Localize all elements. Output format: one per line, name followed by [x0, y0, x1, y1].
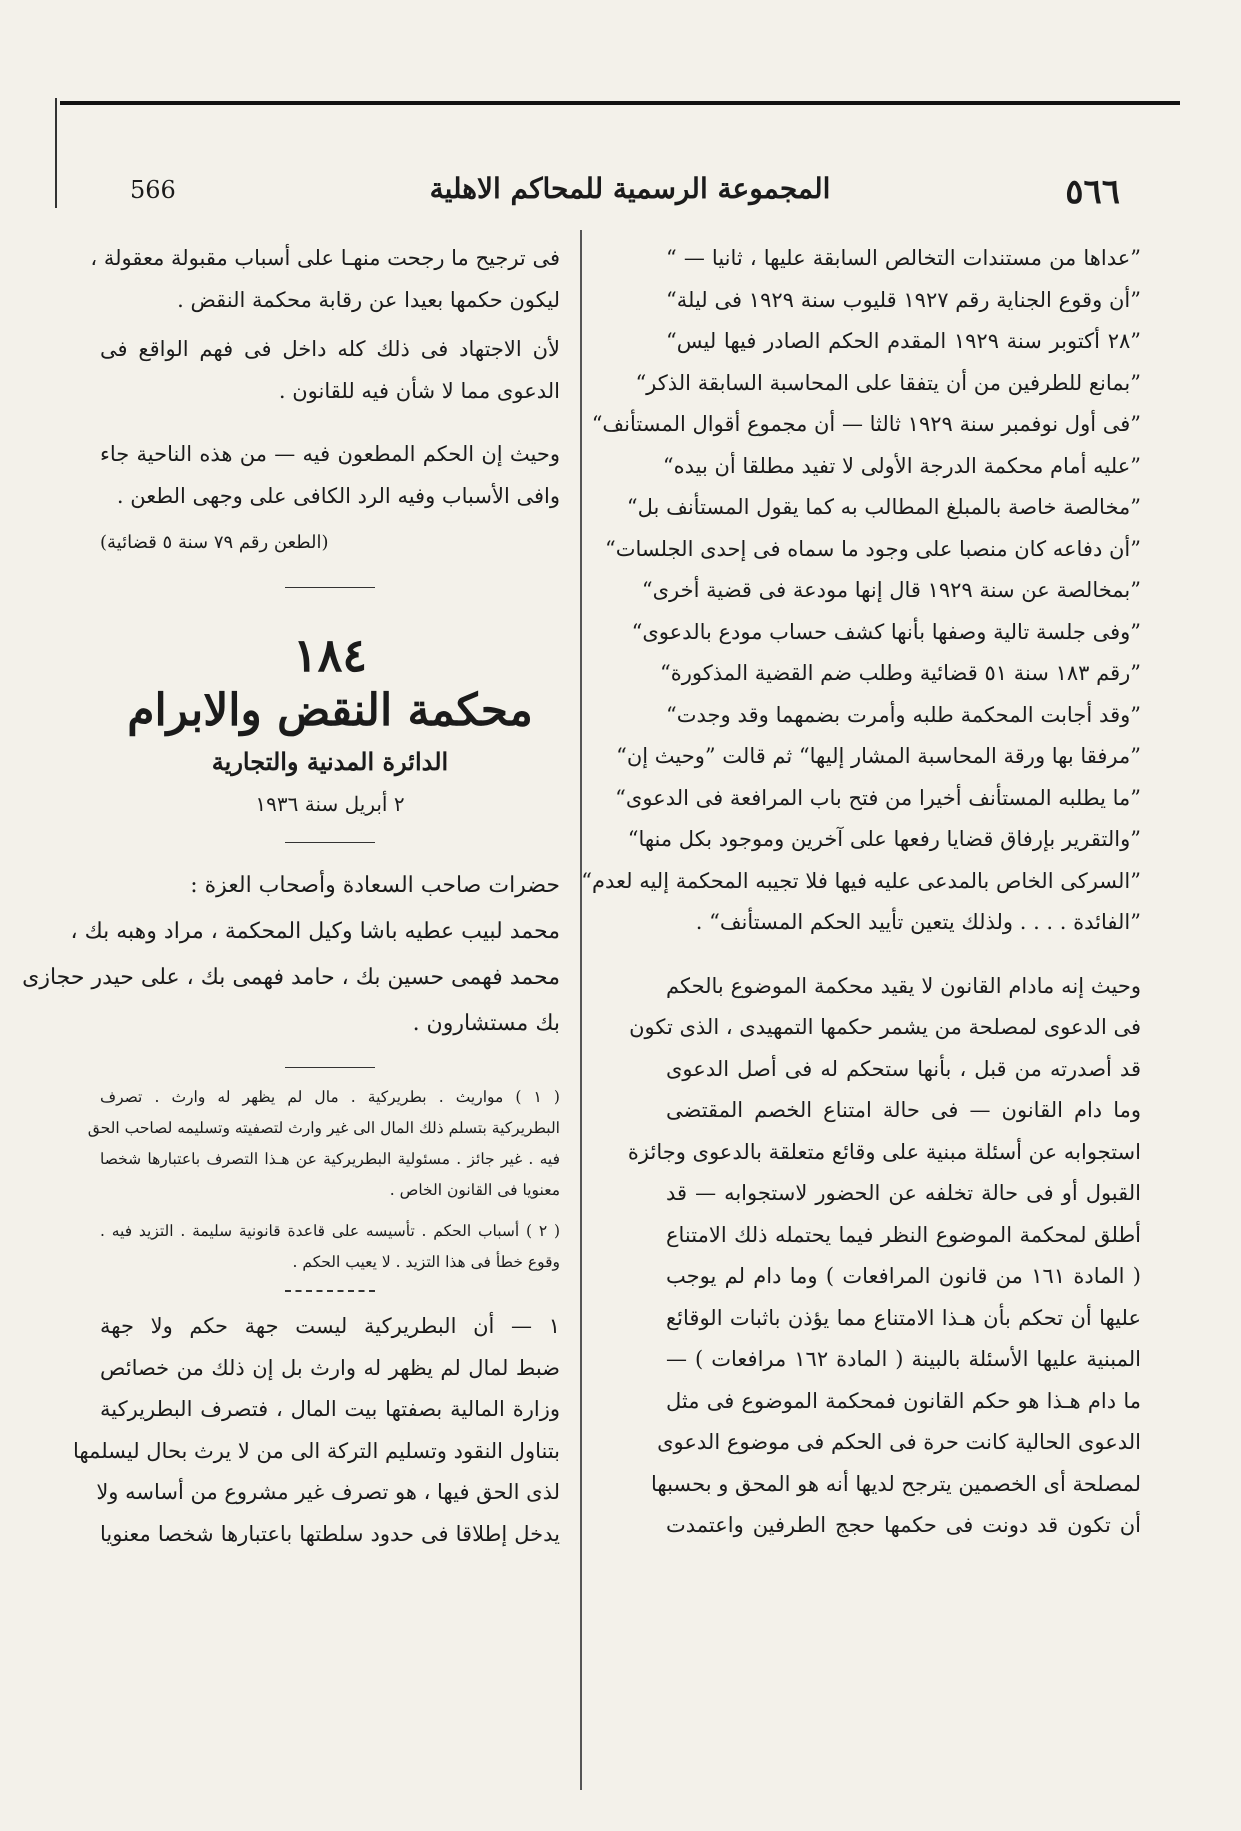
notes-end-rule: [285, 1290, 375, 1292]
text-line: وقوع خطأ فى هذا التزيد . لا يعيب الحكم .: [292, 1253, 560, 1271]
reasoning-paragraph: [627, 966, 1142, 1547]
appeal-reference: (الطعن رقم ٧٩ سنة ٥ قضائية): [100, 532, 329, 553]
left-column: [22, 238, 560, 1555]
text-line: ”الفائدة . . . . ولذلك يتعين تأييد الحكم المستأنف“ .: [695, 910, 1141, 934]
text-line: وما دام القانون — فى حالة امتناع الخصم المقتضى: [666, 1098, 1141, 1122]
text-line: ( ١ ) مواريث . بطريركية . مال لم يظهر له وارث . تصرف: [100, 1088, 560, 1106]
text-line: معنويا فى القانون الخاص .: [389, 1181, 560, 1199]
text-line: ”والتقرير بإرفاق قضايا رفعها على آخرين وموجود بكل منها“: [627, 827, 1141, 851]
principle-paragraph: [72, 1306, 560, 1555]
judgment-date: ٢ أبريل سنة ١٩٣٦: [255, 792, 405, 816]
text-line: ”عداها من مستندات التخالص السابقة عليها ، ثانيا — “: [666, 246, 1141, 270]
text-line: أطلق لمحكمة الموضوع النظر فيما يحتمله ذلك الامتناع: [666, 1222, 1141, 1247]
text-line: ( المادة ١٦١ من قانون المرافعات ) وما دام لم يوجب: [666, 1264, 1141, 1288]
text-line: وافى الأسباب وفيه الرد الكافى على وجهى الطعن .: [116, 483, 560, 508]
paragraph-gap: [666, 944, 1141, 966]
text-line: ”مرفقا بها ورقة المحاسبة المشار إليها“ ثم قالت ”وحيث إن“: [616, 744, 1141, 768]
margin-rule: [55, 98, 57, 208]
section-rule: [285, 842, 375, 843]
notes-rule: [285, 1067, 375, 1068]
text-line: عليها أن تحكم بأن هـذا الامتناع مما يؤذن باثبات الوقائع: [666, 1305, 1141, 1330]
case-number: ١٨٤: [292, 628, 368, 682]
intro-paragraph: [90, 238, 560, 321]
paragraph-2: [100, 329, 560, 412]
section-rule: [285, 587, 375, 588]
text-line: أن تكون قد دونت فى حكمها حجج الطرفين واعتمدت: [666, 1513, 1141, 1537]
text-line: ”عليه أمام محكمة الدرجة الأولى لا تفيد مطلقا أن بيده“: [662, 453, 1141, 478]
top-rule: [60, 101, 1180, 105]
text-line: ( ٢ ) أسباب الحكم . تأسيسه على قاعدة قانونية سليمة . التزيد فيه .: [100, 1222, 560, 1240]
headnote-1: [87, 1082, 560, 1206]
text-line: يدخل إطلاقا فى حدود سلطتها باعتبارها شخصا معنويا: [100, 1521, 560, 1546]
quoted-judgment: [581, 238, 1141, 944]
text-line: ”السركى الخاص بالمدعى عليه فيها فلا تجيبه المحكمة إليه لعدم“: [581, 868, 1141, 893]
text-line: ”مخالصة خاصة بالمبلغ المطالب به كما يقول المستأنف بل“: [626, 495, 1141, 519]
text-line: قد أصدرته من قبل ، بأنها ستحكم له فى أصل الدعوى: [666, 1056, 1141, 1081]
text-line: ”رقم ١٨٣ سنة ٥١ قضائية وطلب ضم القضية المذكورة“: [659, 661, 1141, 685]
text-line: فى ترجيح ما رجحت منهـا على أسباب مقبولة معقولة ،: [90, 246, 560, 270]
text-line: فيه . غير جائز . مسئولية البطريركية عن هـذا التصرف باعتبارها شخصا: [100, 1150, 560, 1168]
bench-members: [22, 909, 560, 1047]
text-line: الدعوى مما لا شأن فيه للقانون .: [278, 378, 560, 403]
page-number-arabic: ٥٦٦: [1065, 172, 1120, 212]
right-column: [581, 238, 1142, 1547]
journal-title: المجموعة الرسمية للمحاكم الاهلية: [429, 172, 831, 205]
text-line: وحيث إنه مادام القانون لا يقيد محكمة الموضوع بالحكم: [666, 973, 1141, 998]
text-line: محمد لبيب عطيه باشا وكيل المحكمة ، مراد وهبه بك ،: [70, 919, 560, 944]
court-name: محكمة النقض والابرام: [127, 685, 533, 736]
text-line: القبول أو فى حالة تخلفه عن الحضور لاستجوابه — قد: [666, 1181, 1142, 1205]
text-line: الدعوى الحالية كانت حرة فى الحكم فى موضوع الدعوى: [657, 1430, 1141, 1454]
text-line: ”٢٨ أكتوبر سنة ١٩٢٩ المقدم الحكم الصادر فيها ليس“: [666, 329, 1141, 353]
text-line: ”بمانع للطرفين من أن يتفقا على المحاسبة السابقة الذكر“: [635, 370, 1141, 395]
text-line: محمد فهمى حسين بك ، حامد فهمى بك ، على حيدر حجازى: [22, 965, 560, 990]
text-line: لذى الحق فيها ، هو تصرف غير مشروع من أساسه ولا: [96, 1480, 560, 1504]
paragraph-gap: [100, 412, 560, 434]
text-line: ”وقد أجابت المحكمة طلبه وأمرت بضمهما وقد وجدت“: [666, 702, 1141, 727]
text-line: ”بمخالصة عن سنة ١٩٢٩ قال إنها مودعة فى قضية أخرى“: [641, 578, 1141, 602]
text-line: ”فى أول نوفمبر سنة ١٩٢٩ ثالثا — أن مجموع أقوال المستأنف“: [591, 412, 1141, 436]
court-division: الدائرة المدنية والتجارية: [211, 747, 449, 776]
text-line: لمصلحة أى الخصمين يترجح لديها أنه هو المحق و بحسبها: [651, 1471, 1141, 1496]
text-line: فى الدعوى لمصلحة من يشمر حكمها التمهيدى ، الذى تكون: [629, 1015, 1141, 1039]
text-line: المبنية عليها الأسئلة بالبينة ( المادة ١٦٢ مرافعات ) —: [666, 1347, 1141, 1371]
text-line: ليكون حكمها بعيدا عن رقابة محكمة النقض .: [177, 287, 560, 312]
page-header: [130, 168, 1130, 216]
text-line: بك مستشارون .: [412, 1011, 560, 1036]
text-line: بتناول النقود وتسليم التركة الى من لا يرث بحال ليسلمها: [72, 1438, 560, 1463]
text-line: لأن الاجتهاد فى ذلك كله داخل فى فهم الواقع فى: [100, 337, 560, 361]
headnote-2: [100, 1216, 560, 1278]
text-line: وحيث إن الحكم المطعون فيه — من هذه الناحية جاء: [100, 442, 560, 466]
text-line: ضبط لمال لم يظهر له وارث بل إن ذلك من خصائص: [100, 1355, 560, 1380]
page-number-latin: 566: [130, 176, 176, 204]
text-line: البطريركية بتسلم ذلك المال الى غير وارث لتصفيته وتسليمه لصاحب الحق: [87, 1119, 560, 1137]
text-line: ”أن دفاعه كان منصبا على وجود ما سماه فى إحدى الجلسات“: [605, 536, 1141, 561]
text-line: ”أن وقوع الجناية رقم ١٩٢٧ قليوب سنة ١٩٢٩ فى ليلة“: [666, 287, 1141, 312]
column-divider: [580, 230, 582, 1790]
text-line: ”وفى جلسة تالية وصفها بأنها كشف حساب مودع بالدعوى“: [631, 619, 1141, 644]
paragraph-3: [100, 434, 560, 517]
text-line: استجوابه عن أسئلة مبنية على وقائع متعلقة بالدعوى وجائزة: [627, 1139, 1141, 1164]
text-line: ”ما يطلبه المستأنف أخيرا من فتح باب المرافعة فى الدعوى“: [615, 785, 1141, 810]
bench-title: حضرات صاحب السعادة وأصحاب العزة :: [190, 873, 560, 898]
text-line: ١ — أن البطريركية ليست جهة حكم ولا جهة: [100, 1314, 560, 1338]
text-line: ما دام هـذا هو حكم القانون فمحكمة الموضوع فى مثل: [666, 1388, 1141, 1413]
text-line: وزارة المالية بصفتها بيت المال ، فتصرف البطريركية: [100, 1397, 560, 1421]
